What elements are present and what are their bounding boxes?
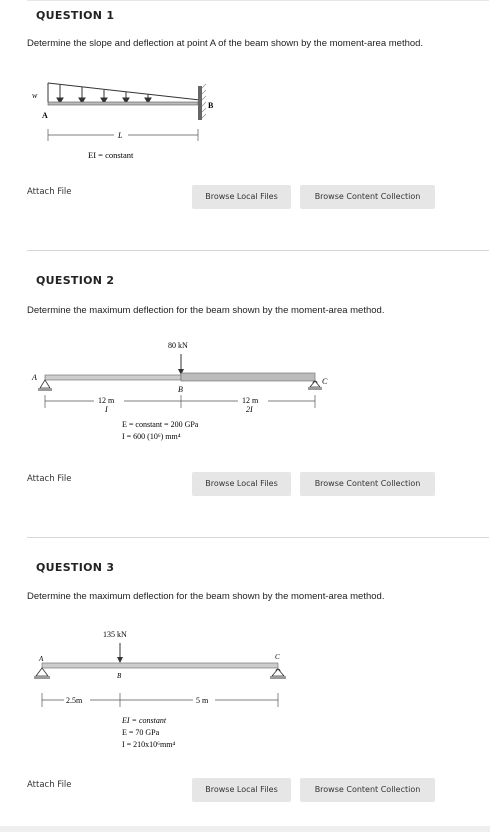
q1-browse-local-button[interactable]: Browse Local Files — [192, 185, 291, 209]
q2-label-e: E = constant = 200 GPa — [122, 420, 199, 429]
q3-label-span1: 2.5m — [66, 696, 83, 705]
q2-label-c: C — [322, 377, 328, 386]
q1-label-a: A — [42, 111, 48, 120]
q2-attach-label: Attach File — [27, 474, 72, 484]
q2-browse-content-button[interactable]: Browse Content Collection — [300, 472, 435, 496]
q3-label-c: C — [275, 653, 280, 661]
bottom-divider — [0, 826, 490, 832]
question-1-heading: QUESTION 1 — [36, 9, 115, 22]
q3-label-span2: 5 m — [196, 696, 209, 705]
q1-label-l: L — [118, 131, 123, 140]
q1-label-w: w — [32, 91, 38, 100]
q1-label-b: B — [208, 101, 214, 110]
q2-label-inertia1: I — [105, 405, 108, 414]
q3-browse-local-button[interactable]: Browse Local Files — [192, 778, 291, 802]
q3-attach-label: Attach File — [27, 780, 72, 790]
question-3-figure — [30, 625, 290, 765]
q1-attach-label: Attach File — [27, 187, 72, 197]
question-1-figure — [30, 76, 230, 166]
q2-label-span2: 12 m — [242, 396, 259, 405]
q2-label-load: 80 kN — [168, 341, 188, 350]
q2-label-i: I = 600 (10⁶) mm⁴ — [122, 432, 181, 441]
q3-browse-content-button[interactable]: Browse Content Collection — [300, 778, 435, 802]
q3-label-b: B — [117, 672, 122, 680]
q3-label-a: A — [39, 655, 44, 663]
question-1-text: Determine the slope and deflection at point A of the beam shown by the moment-area method. — [27, 38, 424, 49]
q1-label-ei: EI = constant — [88, 150, 134, 160]
q2-label-b: B — [178, 385, 183, 394]
question-2-text: Determine the maximum deflection for the beam shown by the moment-area method. — [27, 305, 385, 316]
q2-label-span1: 12 m — [98, 396, 115, 405]
q3-label-i: I = 210x10⁶mm⁴ — [122, 740, 176, 749]
top-divider — [27, 0, 489, 1]
q3-label-load: 135 kN — [103, 630, 127, 639]
question-3-text: Determine the maximum deflection for the beam shown by the moment-area method. — [27, 591, 385, 602]
q3-label-e: E = 70 GPa — [122, 728, 160, 737]
q2-label-inertia2: 2I — [246, 405, 253, 414]
question-2-figure — [28, 338, 348, 453]
q3-label-ei: EI = constant — [122, 716, 167, 725]
divider-1 — [27, 250, 489, 251]
question-2-heading: QUESTION 2 — [36, 274, 115, 287]
divider-2 — [27, 537, 489, 538]
q2-browse-local-button[interactable]: Browse Local Files — [192, 472, 291, 496]
q1-browse-content-button[interactable]: Browse Content Collection — [300, 185, 435, 209]
question-3-heading: QUESTION 3 — [36, 561, 115, 574]
q2-label-a: A — [32, 373, 37, 382]
